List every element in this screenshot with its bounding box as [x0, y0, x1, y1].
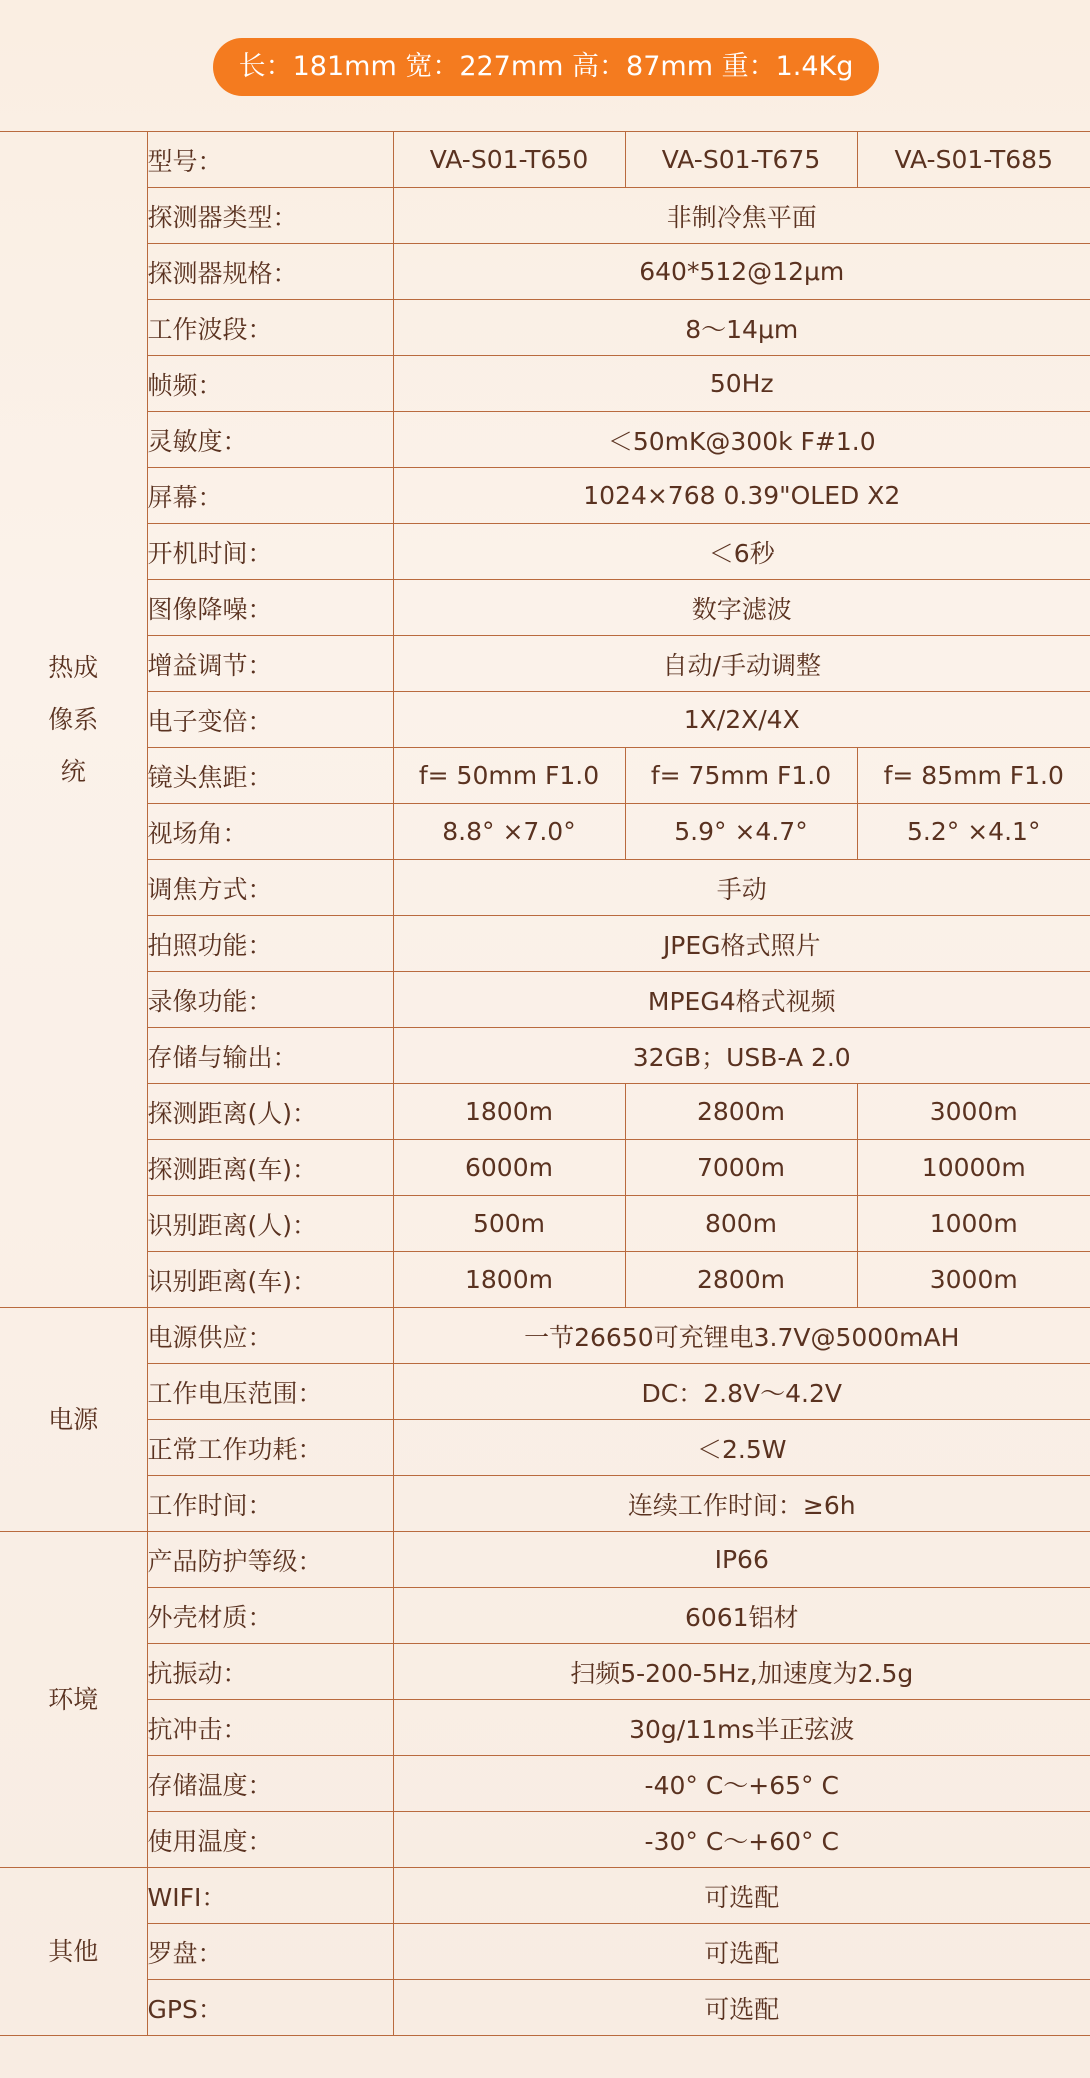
- spec-value-model-3: VA-S01-T685: [857, 132, 1090, 188]
- spec-row: [0, 524, 1090, 580]
- spec-row: [0, 1140, 1090, 1196]
- spec-label: 调焦方式：: [147, 860, 393, 916]
- spec-value: 可选配: [393, 1980, 1090, 2036]
- spec-value-model-3: 10000m: [857, 1140, 1090, 1196]
- spec-label: 探测器类型：: [147, 188, 393, 244]
- spec-row: [0, 1028, 1090, 1084]
- spec-label: 型号：: [147, 132, 393, 188]
- spec-value-model-3: f= 85mm F1.0: [857, 748, 1090, 804]
- spec-label: 屏幕：: [147, 468, 393, 524]
- spec-row: [0, 1812, 1090, 1868]
- spec-label: 产品防护等级：: [147, 1532, 393, 1588]
- spec-label: 存储与输出：: [147, 1028, 393, 1084]
- spec-value: 可选配: [393, 1868, 1090, 1924]
- spec-label: 灵敏度：: [147, 412, 393, 468]
- spec-value-model-3: 3000m: [857, 1084, 1090, 1140]
- spec-value: DC：2.8V～4.2V: [393, 1364, 1090, 1420]
- spec-row: [0, 972, 1090, 1028]
- spec-value: MPEG4格式视频: [393, 972, 1090, 1028]
- section-title-text: 环境: [48, 1684, 99, 1714]
- spec-row: [0, 1420, 1090, 1476]
- spec-row: [0, 636, 1090, 692]
- section-title: [0, 1868, 147, 2036]
- spec-row: [0, 748, 1090, 804]
- spec-value-model-1: 1800m: [393, 1084, 625, 1140]
- section-title: [0, 132, 147, 1308]
- spec-value-model-2: 2800m: [625, 1252, 857, 1308]
- spec-label: 工作电压范围：: [147, 1364, 393, 1420]
- spec-value: 1X/2X/4X: [393, 692, 1090, 748]
- spec-row: [0, 580, 1090, 636]
- spec-value-model-1: VA-S01-T650: [393, 132, 625, 188]
- dimensions-banner: 长：181mm 宽：227mm 高：87mm 重：1.4Kg: [213, 38, 879, 96]
- spec-row: [0, 188, 1090, 244]
- section-title-text: 其他: [48, 1936, 99, 1966]
- spec-label: 使用温度：: [147, 1812, 393, 1868]
- spec-value-model-1: 1800m: [393, 1252, 625, 1308]
- spec-row: [0, 1980, 1090, 2036]
- spec-value: ＜6秒: [393, 524, 1090, 580]
- spec-label: 工作波段：: [147, 300, 393, 356]
- spec-value: -40° C～+65° C: [393, 1756, 1090, 1812]
- spec-value: 可选配: [393, 1924, 1090, 1980]
- spec-value: 8～14μm: [393, 300, 1090, 356]
- section-title-text: 热成像系统: [48, 652, 99, 786]
- spec-label: 帧频：: [147, 356, 393, 412]
- spec-value-model-1: 8.8° ×7.0°: [393, 804, 625, 860]
- spec-row: [0, 1924, 1090, 1980]
- spec-label: 正常工作功耗：: [147, 1420, 393, 1476]
- spec-row: [0, 1700, 1090, 1756]
- spec-row: [0, 300, 1090, 356]
- spec-label: 开机时间：: [147, 524, 393, 580]
- spec-label: 探测距离(车)：: [147, 1140, 393, 1196]
- spec-label: 电子变倍：: [147, 692, 393, 748]
- spec-row: [0, 412, 1090, 468]
- spec-value-model-1: f= 50mm F1.0: [393, 748, 625, 804]
- spec-label: GPS：: [147, 1980, 393, 2036]
- spec-value: 640*512@12μm: [393, 244, 1090, 300]
- spec-value: 数字滤波: [393, 580, 1090, 636]
- spec-row: [0, 860, 1090, 916]
- spec-label: 探测距离(人)：: [147, 1084, 393, 1140]
- spec-value: 50Hz: [393, 356, 1090, 412]
- spec-row: [0, 1644, 1090, 1700]
- spec-value: 1024×768 0.39"OLED X2: [393, 468, 1090, 524]
- spec-value: 扫频5-200-5Hz,加速度为2.5g: [393, 1644, 1090, 1700]
- spec-label: 探测器规格：: [147, 244, 393, 300]
- spec-row: [0, 356, 1090, 412]
- spec-value: ＜50mK@300k F#1.0: [393, 412, 1090, 468]
- spec-value: 非制冷焦平面: [393, 188, 1090, 244]
- spec-row: [0, 916, 1090, 972]
- spec-value-model-2: VA-S01-T675: [625, 132, 857, 188]
- spec-value: 连续工作时间：≥6h: [393, 1476, 1090, 1532]
- spec-row: [0, 244, 1090, 300]
- spec-label: 视场角：: [147, 804, 393, 860]
- spec-value-model-2: 7000m: [625, 1140, 857, 1196]
- spec-value: 30g/11ms半正弦波: [393, 1700, 1090, 1756]
- spec-row: [0, 1756, 1090, 1812]
- spec-value-model-1: 6000m: [393, 1140, 625, 1196]
- spec-label: 外壳材质：: [147, 1588, 393, 1644]
- spec-label: 罗盘：: [147, 1924, 393, 1980]
- spec-label: WIFI：: [147, 1868, 393, 1924]
- spec-value: 32GB；USB-A 2.0: [393, 1028, 1090, 1084]
- spec-value-model-2: 5.9° ×4.7°: [625, 804, 857, 860]
- spec-label: 存储温度：: [147, 1756, 393, 1812]
- spec-value: 6061铝材: [393, 1588, 1090, 1644]
- spec-row: [0, 1588, 1090, 1644]
- spec-value: -30° C～+60° C: [393, 1812, 1090, 1868]
- spec-label: 识别距离(人)：: [147, 1196, 393, 1252]
- spec-row: [0, 1476, 1090, 1532]
- spec-label: 录像功能：: [147, 972, 393, 1028]
- spec-row: [0, 1532, 1090, 1588]
- spec-value: 一节26650可充锂电3.7V@5000mAH: [393, 1308, 1090, 1364]
- section-title: [0, 1532, 147, 1868]
- spec-value-model-2: 2800m: [625, 1084, 857, 1140]
- spec-row: [0, 1196, 1090, 1252]
- spec-label: 镜头焦距：: [147, 748, 393, 804]
- spec-label: 工作时间：: [147, 1476, 393, 1532]
- spec-label: 抗振动：: [147, 1644, 393, 1700]
- spec-label: 电源供应：: [147, 1308, 393, 1364]
- spec-value-model-3: 5.2° ×4.1°: [857, 804, 1090, 860]
- spec-row: [0, 1868, 1090, 1924]
- spec-value: 手动: [393, 860, 1090, 916]
- spec-table: [0, 131, 1090, 2036]
- spec-row: [0, 132, 1090, 188]
- spec-label: 拍照功能：: [147, 916, 393, 972]
- spec-label: 识别距离(车)：: [147, 1252, 393, 1308]
- spec-value: ＜2.5W: [393, 1420, 1090, 1476]
- spec-row: [0, 1252, 1090, 1308]
- spec-value-model-3: 3000m: [857, 1252, 1090, 1308]
- spec-row: [0, 1364, 1090, 1420]
- spec-row: [0, 1084, 1090, 1140]
- spec-row: [0, 804, 1090, 860]
- spec-label: 抗冲击：: [147, 1700, 393, 1756]
- spec-value: IP66: [393, 1532, 1090, 1588]
- spec-row: [0, 692, 1090, 748]
- spec-label: 图像降噪：: [147, 580, 393, 636]
- section-title-text: 电源: [48, 1404, 99, 1434]
- spec-value-model-1: 500m: [393, 1196, 625, 1252]
- spec-row: [0, 468, 1090, 524]
- spec-value-model-2: f= 75mm F1.0: [625, 748, 857, 804]
- spec-value: JPEG格式照片: [393, 916, 1090, 972]
- spec-value-model-2: 800m: [625, 1196, 857, 1252]
- spec-value-model-3: 1000m: [857, 1196, 1090, 1252]
- spec-label: 增益调节：: [147, 636, 393, 692]
- section-title: [0, 1308, 147, 1532]
- spec-row: [0, 1308, 1090, 1364]
- spec-value: 自动/手动调整: [393, 636, 1090, 692]
